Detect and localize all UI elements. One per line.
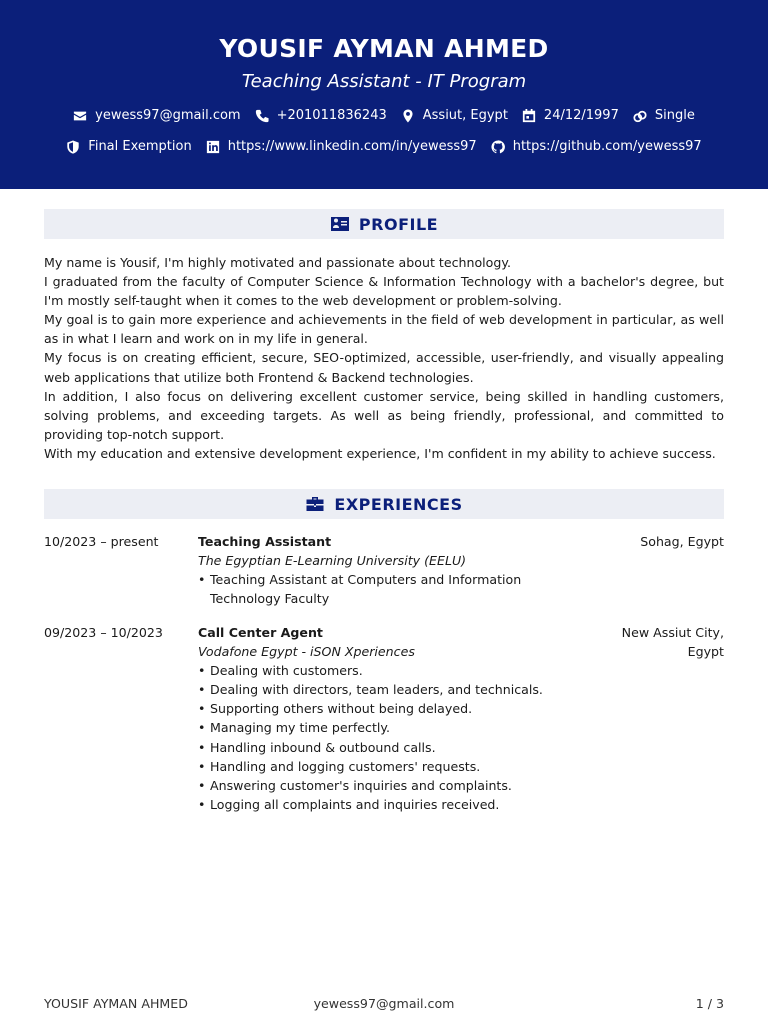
contact-github[interactable] (491, 138, 702, 156)
profile-paragraph: With my education and extensive development experience, I'm confident in my ability to achieve success. (44, 445, 716, 461)
experience-bullet: • Supporting others without being delayed. (198, 699, 578, 718)
profile-paragraph: I graduated from the faculty of Computer Science & Information Technology with a bachelor's degree, but I'm mostly self-taught when it comes to the web development or problem-solving. (44, 274, 724, 309)
contact-linkedin-text: https://www.linkedin.com/in/yewess97 (227, 139, 477, 154)
contact-linkedin[interactable] (206, 138, 477, 156)
footer-page-number: 1 / 3 (695, 996, 724, 1011)
experience-company: The Egyptian E-Learning University (EELU) (198, 553, 467, 569)
experience-details (198, 532, 578, 608)
contact-row-secondary (0, 138, 768, 156)
experience-bullet: • Dealing with directors, team leaders, and technicals. (198, 680, 578, 699)
profile-summary (44, 253, 724, 463)
profile-paragraph: My name is Yousif, I'm highly motivated and passionate about technology. (44, 255, 512, 270)
experience-bullet: • Dealing with customers. (198, 661, 578, 680)
profile-paragraph: My goal is to gain more experience and achievements in the field of web development in particular, as well as in what I learn and work on in my life in general. (44, 312, 724, 347)
experience-bullets (198, 661, 578, 814)
resume-header (0, 0, 768, 189)
candidate-name: YOUSIF AYMAN AHMED (219, 34, 549, 63)
rings-icon (633, 109, 647, 123)
contact-row-primary (0, 107, 768, 125)
experience-location: New Assiut City, Egypt (621, 625, 724, 660)
experience-date: 09/2023 – 10/2023 (44, 625, 163, 640)
experience-bullet: • Handling and logging customers' requests. (198, 757, 578, 776)
profile-heading-text: PROFILE (358, 214, 439, 234)
contact-phone-text: +201011836243 (276, 108, 387, 123)
experience-bullet: • Answering customer's inquiries and complaints. (198, 776, 578, 795)
experience-bullet: • Managing my time perfectly. (198, 718, 578, 737)
profile-section-heading (44, 209, 724, 239)
contact-military-status-text: Final Exemption (88, 139, 192, 154)
experience-company: Vodafone Egypt - iSON Xperiences (198, 644, 415, 660)
shield-icon (66, 140, 80, 154)
id-card-icon (330, 216, 350, 232)
profile-paragraph: In addition, I also focus on delivering excellent customer service, being skilled in handling customers, solving problems, and exceeding targets. As well as being friendly, professional, and committed to providing top-notch support. (44, 388, 724, 442)
experience-bullets (198, 570, 578, 608)
contact-phone[interactable] (255, 107, 387, 125)
contact-birthdate-text: 24/12/1997 (543, 108, 619, 123)
experiences-section-heading (44, 489, 724, 519)
experience-date: 10/2023 – present (44, 534, 159, 549)
linkedin-icon (206, 140, 220, 154)
experience-details (198, 623, 578, 814)
contact-marital-status (633, 107, 695, 125)
experience-bullet: • Teaching Assistant at Computers and Information Technology Faculty (198, 570, 578, 608)
contact-marital-status-text: Single (654, 108, 695, 123)
experience-bullet: • Handling inbound & outbound calls. (198, 738, 578, 757)
experience-bullet: • Logging all complaints and inquiries received. (198, 795, 578, 814)
calendar-icon (522, 109, 536, 123)
experience-title: Call Center Agent (198, 625, 323, 640)
experience-location: Sohag, Egypt (640, 534, 724, 549)
footer-email: yewess97@gmail.com (313, 996, 455, 1011)
phone-icon (255, 109, 269, 123)
briefcase-icon (305, 496, 325, 512)
contact-location (401, 107, 508, 125)
location-pin-icon (401, 109, 415, 123)
contact-email-text: yewess97@gmail.com (95, 108, 241, 123)
footer-name: YOUSIF AYMAN AHMED (44, 996, 188, 1011)
experiences-heading-text: EXPERIENCES (334, 494, 463, 514)
job-subtitle: Teaching Assistant - IT Program (241, 71, 527, 92)
github-icon (491, 140, 505, 154)
page-footer (44, 996, 724, 1014)
contact-email[interactable] (73, 107, 240, 125)
contact-birthdate (522, 107, 619, 125)
experience-title: Teaching Assistant (198, 534, 332, 549)
contact-location-text: Assiut, Egypt (422, 108, 508, 123)
contact-military-status (66, 138, 191, 156)
contact-github-text: https://github.com/yewess97 (512, 139, 702, 154)
envelope-icon (73, 109, 87, 123)
profile-paragraph: My focus is on creating efficient, secure, SEO-optimized, accessible, user-friendly, and visually appealing web applications that utilize both Frontend & Backend technologies. (44, 350, 724, 385)
